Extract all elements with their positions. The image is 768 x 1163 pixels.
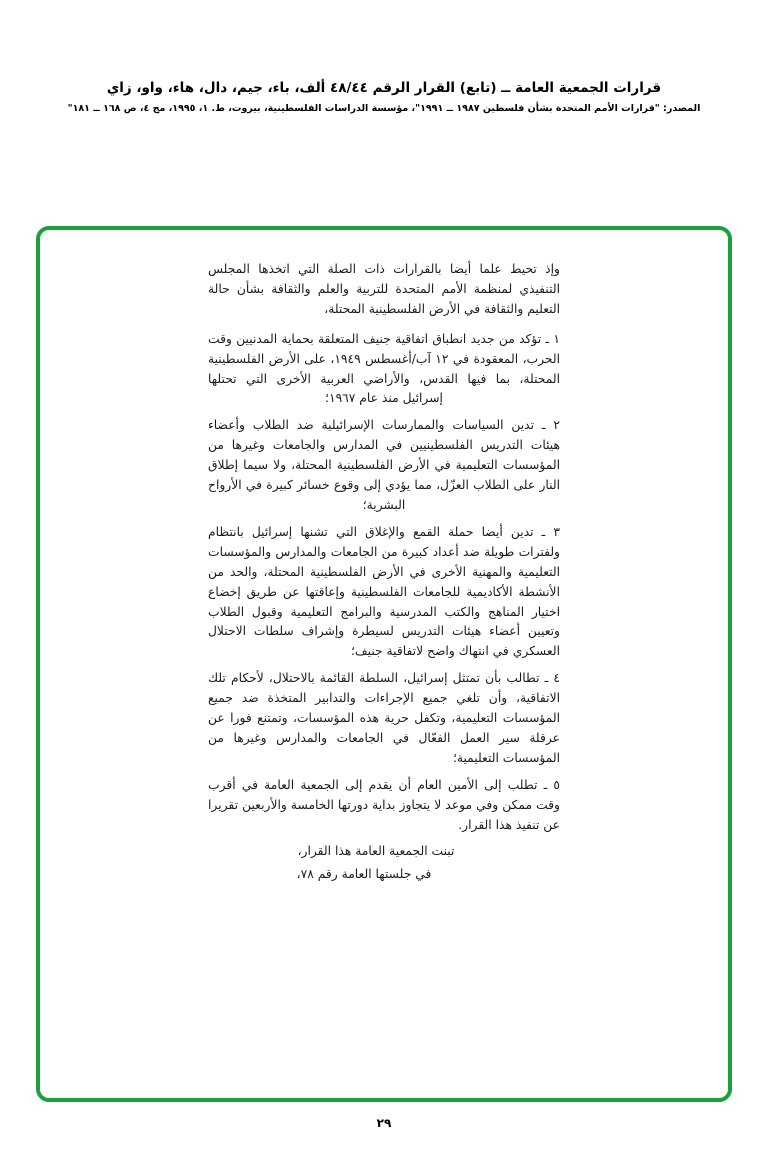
source-citation: المصدر: "قرارات الأمم المتحدة بشأن فلسطين ١٩٨٧ ــ ١٩٩١"، مؤسسة الدراسات الفلسطينية، بيروت، ط. ١، ١٩٩٥، مج ٤، ص ١٦٨ ــ ١٨١" [67,103,701,115]
green-border-frame [36,226,732,1102]
paragraph-preamble: وإذ تحيط علما أيضا بالقرارات ذات الصلة التي اتخذها المجلس التنفيذي لمنظمة الأمم المتحدة للتربية والعلم والثقافة بشأن حالة التعليم والثقافة في الأرض الفلسطينية المحتلة، [208,262,560,316]
document-body [40,230,728,1098]
paragraph-item-4: ٤ ـ تطالب بأن تمتثل إسرائيل، السلطة القائمة بالاحتلال، لأحكام تلك الاتفاقية، وأن تلغي جميع الإجراءات والتدابير المتخذة ضد جميع المؤسسات التعليمية، وتكفل حرية هذه المؤسسات، وتمتنع فورا عن عرقلة سير العمل الفعّال في الجامعات والمدارس وغيرها من المؤسسات التعليمية؛ [208,671,560,765]
page-title: قرارات الجمعية العامة ــ (تابع) القرار الرقم ٤٨/٤٤ ألف، باء، جيم، دال، هاء، واو، زاي [106,80,662,96]
spacer [208,323,560,330]
document-page [0,78,768,1163]
paragraph-item-5: ٥ ـ تطلب إلى الأمين العام أن يقدم إلى الجمعية العامة في أقرب وقت ممكن وفي موعد لا يتجاوز بداية دورتها الخامسة والأربعين تقريرا عن تنفيذ هذا القرار. [208,777,560,832]
paragraph-session: في جلستها العامة رقم ٧٨، [296,867,432,882]
text-column [208,260,560,885]
paragraph-item-1: ١ ـ تؤكد من جديد انطباق اتفاقية جنيف المتعلقة بحماية المدنيين وقت الحرب، المعقودة في ١٢ آب/أغسطس ١٩٤٩، على الأرض الفلسطينية المحتلة، بما فيها القدس، والأراضي العربية الأخرى التي تحتلها إسرائيل منذ عام ١٩٦٧؛ [208,331,560,406]
page-number: ٢٩ [376,1116,392,1130]
paragraph-adoption: تبنت الجمعية العامة هذا القرار، [297,844,455,859]
paragraph-item-2: ٢ ـ تدين السياسات والممارسات الإسرائيلية ضد الطلاب وأعضاء هيئات التدريس الفلسطينيين في المدارس والجامعات وغيرها من المؤسسات التعليمية في الأرض الفلسطينية المحتلة، ولا سيما إطلاق النار على الطلاب العزّل، مما يؤدي إلى وقوع خسائر كبيرة في الأرواح البشرية؛ [208,418,560,512]
paragraph-item-3: ٣ ـ تدين أيضا حملة القمع والإغلاق التي تشنها إسرائيل بانتظام ولفترات طويلة ضد أعداد كبيرة من الجامعات والمدارس والمؤسسات التعليمية والمهنية الأخرى في الأرض الفلسطينية المحتلة، والحد من الأنشطة الأكاديمية للجامعات الفلسطينية وإعاقتها عن طريق إخضاع اختيار المناهج والكتب المدرسية والبرامج التعليمية وقبول الطلاب وتعيين أعضاء هيئات التدريس لسيطرة وإشراف سلطات الاحتلال العسكري في انتهاك واضح لاتفاقية جنيف؛ [208,524,560,659]
page-header [0,78,768,114]
